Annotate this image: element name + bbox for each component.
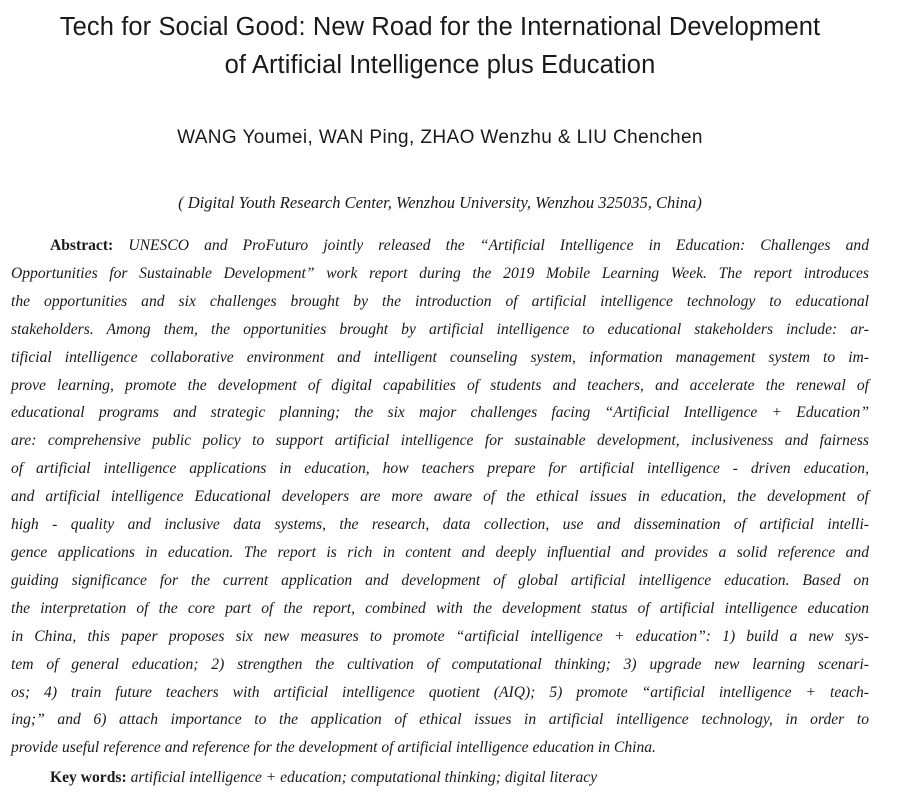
abstract-line: tem of general education; 2) strengthen the cultivation of computational thinking; 3) upgrade new learning scenari-: [11, 655, 869, 673]
abstract-line: in China, this paper proposes six new measures to promote “artificial intelligence + education”: 1) build a new sys-: [11, 627, 869, 645]
title-line-2: of Artificial Intelligence plus Education: [224, 51, 656, 79]
abstract-line: the opportunities and six challenges brought by the introduction of artificial intelligence technology to educational: [11, 292, 869, 310]
abstract-line: gence applications in education. The report is rich in content and deeply influential and provides a solid reference and: [11, 543, 869, 561]
abstract-line: educational programs and strategic planning; the six major challenges facing “Artificial Intelligence + Education”: [11, 404, 869, 422]
abstract-line: are: comprehensive public policy to support artificial intelligence for sustainable development, inclusiveness and fairness: [11, 432, 869, 450]
abstract-line: of artificial intelligence applications in education, how teachers prepare for artificial intelligence - driven education,: [11, 460, 869, 478]
author-affiliation: ( Digital Youth Research Center, Wenzhou University, Wenzhou 325035, China): [178, 193, 702, 212]
abstract-line: guiding significance for the current application and development of global artificial intelligence education. Based on: [11, 571, 869, 589]
abstract-line: stakeholders. Among them, the opportunities brought by artificial intelligence to educational stakeholders include: ar-: [11, 320, 869, 338]
abstract-line: high - quality and inclusive data systems, the research, data collection, use and dissemination of artificial intelli-: [11, 516, 869, 534]
keywords-label: Key words:: [50, 769, 127, 786]
keywords-list: artificial intelligence + education; computational thinking; digital literacy: [130, 769, 598, 786]
abstract-block: [11, 232, 869, 762]
keywords-block: [50, 765, 597, 791]
abstract-line: os; 4) train future teachers with artificial intelligence quotient (AIQ); 5) promote “artificial intelligence + teach-: [11, 683, 869, 701]
abstract-line: the interpretation of the core part of the report, combined with the development status of artificial intelligence education: [11, 599, 869, 617]
abstract-line: tificial intelligence collaborative environment and intelligent counseling system, information management system to im-: [11, 348, 869, 366]
abstract-line: provide useful reference and reference for the development of artificial intelligence education in China.: [11, 739, 656, 757]
title-line-1: Tech for Social Good: New Road for the International Development: [59, 13, 821, 41]
abstract-label: Abstract:: [50, 237, 114, 254]
paper-title: [0, 8, 880, 84]
author-list: WANG Youmei, WAN Ping, ZHAO Wenzhu & LIU Chenchen: [177, 127, 703, 148]
abstract-line: Opportunities for Sustainable Development” work report during the 2019 Mobile Learning Week. The report introduces: [11, 264, 869, 282]
abstract-line: prove learning, promote the development of digital capabilities of students and teachers, and accelerate the renewal of: [11, 376, 869, 394]
abstract-line: and artificial intelligence Educational developers are more aware of the ethical issues in education, the development of: [11, 488, 869, 506]
abstract-line: ing;” and 6) attach importance to the application of ethical issues in artificial intelligence technology, in order to: [11, 711, 869, 729]
abstract-line: Abstract: UNESCO and ProFuturo jointly released the “Artificial Intelligence in Education: Challenges and: [50, 237, 869, 254]
